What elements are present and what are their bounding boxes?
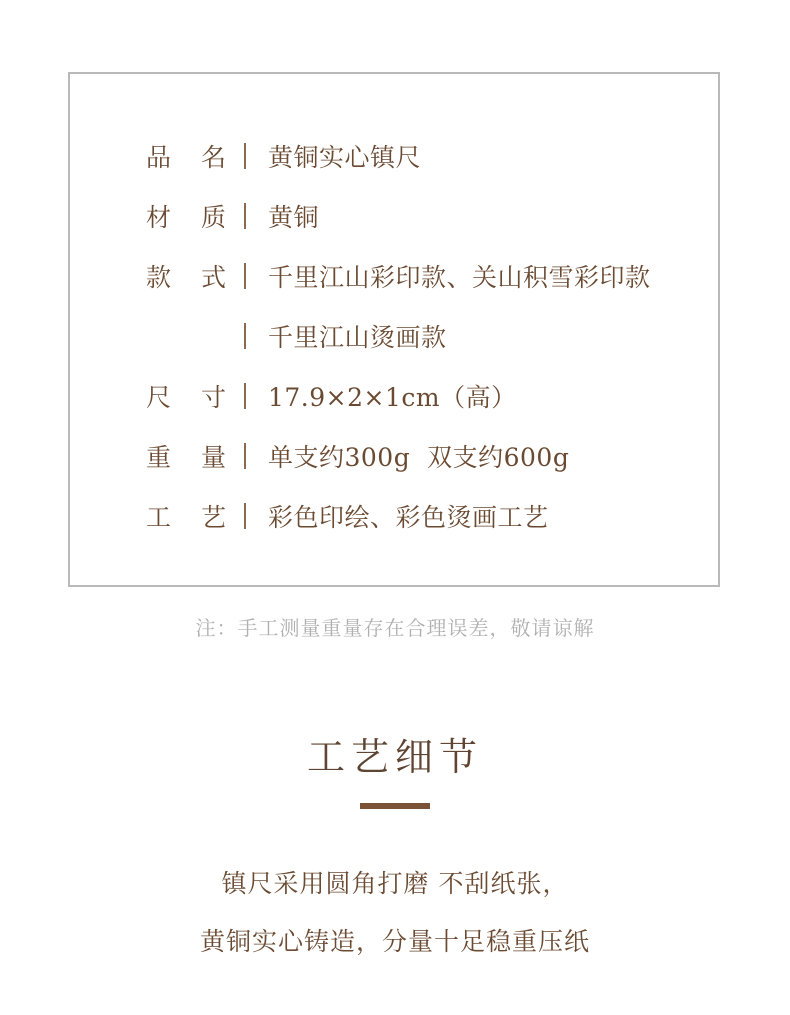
spec-row-style-continued: [146, 319, 447, 353]
spec-label-char: 名: [200, 143, 226, 172]
detail-description-line-2: 黄铜实心铸造，分量十足稳重压纸: [199, 927, 590, 956]
spec-value: 17.9×2×1cm（高）: [268, 383, 517, 412]
spec-label-char: 量: [200, 443, 226, 472]
spec-label: [146, 138, 226, 174]
spec-separator: [244, 263, 246, 289]
spec-label: [146, 378, 226, 414]
spec-row-style: [146, 259, 651, 293]
title-underline: [360, 803, 430, 809]
spec-table: [68, 72, 720, 587]
spec-label: [146, 438, 226, 474]
spec-label-char: 式: [200, 263, 226, 292]
spec-value: 黄铜: [268, 203, 320, 232]
spec-label: [146, 498, 226, 534]
spec-label-char: 款: [146, 263, 172, 292]
spec-separator: [244, 503, 246, 529]
spec-separator: [244, 443, 246, 469]
spec-label-char: 材: [146, 203, 172, 232]
spec-label-char: 尺: [146, 383, 172, 412]
spec-value: 千里江山烫画款: [268, 323, 447, 352]
spec-label-char: 寸: [200, 383, 226, 412]
spec-separator: [244, 323, 246, 349]
spec-label: [146, 258, 226, 294]
spec-row-craft: [146, 499, 549, 533]
spec-row-name: [146, 139, 421, 173]
spec-row-size: [146, 379, 517, 413]
section-title: 工艺细节: [306, 735, 483, 779]
spec-label-char: 重: [146, 443, 172, 472]
spec-label: [146, 198, 226, 234]
spec-value: 黄铜实心镇尺: [268, 143, 422, 172]
spec-label-char: 工: [146, 503, 172, 532]
spec-value: 单支约300g 双支约600g: [268, 443, 570, 472]
spec-label-char: 品: [146, 143, 172, 172]
spec-separator: [244, 203, 246, 229]
measurement-note: 注：手工测量重量存在合理误差，敬请谅解: [195, 616, 595, 640]
detail-description-line-1: 镇尺采用圆角打磨 不刮纸张，: [221, 869, 569, 898]
spec-value: 千里江山彩印款、关山积雪彩印款: [268, 263, 651, 292]
spec-value: 彩色印绘、彩色烫画工艺: [268, 503, 549, 532]
spec-label-char: 质: [200, 203, 226, 232]
spec-row-weight: [146, 439, 569, 473]
spec-separator: [244, 143, 246, 169]
spec-label-char: 艺: [200, 503, 226, 532]
spec-row-material: [146, 199, 319, 233]
spec-separator: [244, 383, 246, 409]
